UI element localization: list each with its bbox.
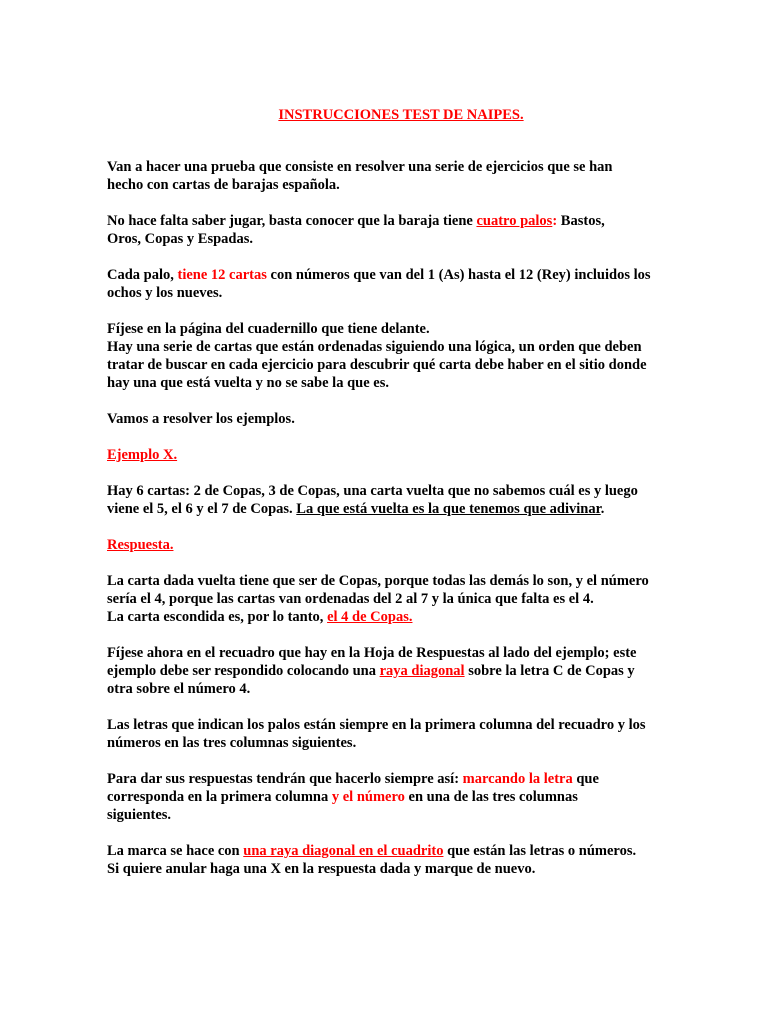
paragraph-intro-text: Van a hacer una prueba que consiste en resolver una serie de ejercicios que se han hecho con cartas de barajas española.	[107, 159, 613, 193]
paragraph-cards	[107, 266, 667, 302]
highlight-twelve-cards: tiene 12 cartas	[177, 267, 267, 283]
paragraph-answers	[107, 770, 627, 824]
document-page	[107, 106, 667, 878]
highlight-colon: :	[552, 213, 558, 229]
paragraph-look-line1: Fíjese en la página del cuadernillo que tiene delante.	[107, 321, 430, 337]
paragraph-answer-text: La carta escondida es, por lo tanto,	[107, 609, 328, 625]
paragraph-cards-end: con números que van del 1 (As) hasta el 12 (Rey) incluidos los ochos y los nueves.	[107, 267, 651, 301]
document-title: INSTRUCCIONES TEST DE NAIPES.	[278, 107, 524, 123]
paragraph-examples: Vamos a resolver los ejemplos.	[107, 411, 295, 427]
paragraph-answers-mid: que corresponda en la primera columna	[107, 771, 599, 805]
paragraph-answers-end: en una de las tres columnas siguientes.	[107, 789, 578, 823]
paragraph-columns: Las letras que indican los palos están siempre en la primera columna del recuadro y los números en las tres columnas siguientes.	[107, 717, 646, 751]
highlight-four-of-cups: el 4 de Copas.	[327, 609, 413, 625]
paragraph-suits-text: No hace falta saber jugar, basta conocer que la baraja tiene	[107, 213, 477, 229]
example-heading: Ejemplo X.	[107, 447, 178, 463]
highlight-and-number: y el número	[331, 789, 405, 805]
highlight-four-suits: cuatro palos	[476, 213, 553, 229]
paragraph-answers-text: Para dar sus respuestas tendrán que hacerlo siempre así:	[107, 771, 463, 787]
paragraph-suits-end: Bastos, Oros, Copas y Espadas.	[107, 213, 605, 247]
paragraph-example-text: Hay 6 cartas: 2 de Copas, 3 de Copas, una carta vuelta que no sabemos cuál es y luego viene el 5, el 6 y el 7 de Copas.	[107, 483, 638, 517]
paragraph-box	[107, 644, 652, 698]
paragraph-mark-text: La marca se hace con	[107, 843, 244, 859]
paragraph-box-text: Fíjese ahora en el recuadro que hay en la Hoja de Respuestas al lado del ejemplo; este ejemplo debe ser respondido colocando una	[107, 645, 637, 679]
underline-guess: La que está vuelta es la que tenemos que adivinar	[296, 501, 601, 517]
paragraph-box-end: sobre la letra C de Copas y otra sobre el número 4.	[107, 663, 635, 697]
highlight-mark-letter: marcando la letra	[462, 771, 573, 787]
paragraph-example-end: .	[600, 501, 605, 517]
paragraph-cards-text: Cada palo,	[107, 267, 178, 283]
paragraph-suits	[107, 212, 627, 248]
paragraph-mark	[107, 842, 667, 860]
paragraph-intro	[107, 158, 647, 194]
highlight-diagonal-in-box: una raya diagonal en el cuadrito	[243, 843, 444, 859]
paragraph-answer-line2	[107, 608, 667, 626]
paragraph-mark-end: que están las letras o números.	[443, 843, 637, 859]
paragraph-look-line2: Hay una serie de cartas que están ordenadas siguiendo una lógica, un orden que deben tratar de buscar en cada ejercicio para descubrir qué carta debe haber en el sitio donde hay una que está vuelta y no se sabe la que es.	[107, 339, 647, 391]
paragraph-example	[107, 482, 657, 518]
highlight-diagonal-line: raya diagonal	[379, 663, 465, 679]
paragraph-cancel: Si quiere anular haga una X en la respuesta dada y marque de nuevo.	[107, 861, 536, 877]
answer-heading: Respuesta.	[107, 537, 174, 553]
paragraph-answer-line1: La carta dada vuelta tiene que ser de Copas, porque todas las demás lo son, y el número sería el 4, porque las cartas van ordenadas del 2 al 7 y la única que falta es el 4.	[107, 573, 649, 607]
